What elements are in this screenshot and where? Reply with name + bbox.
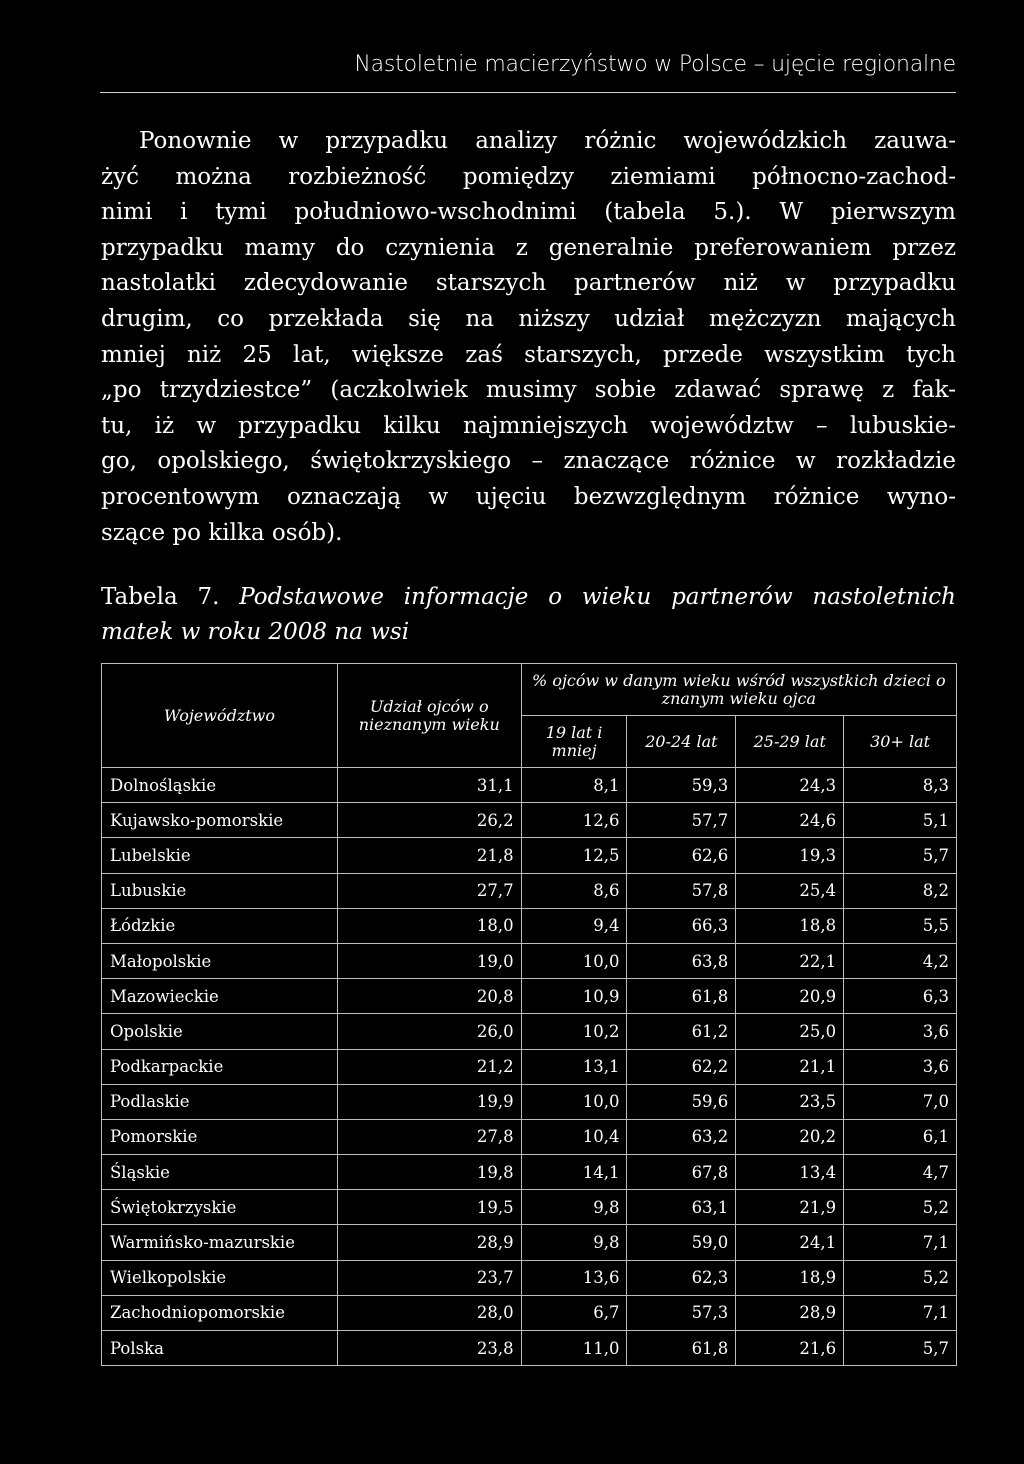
value-cell: 19,5 xyxy=(337,1190,521,1225)
caption-label: Tabela 7. xyxy=(101,584,220,610)
header-age-19: 19 lat i mniej xyxy=(521,716,627,768)
value-cell: 10,9 xyxy=(521,979,627,1014)
caption-line xyxy=(101,580,956,615)
value-cell: 5,7 xyxy=(844,838,957,873)
paragraph-line: nastolatki zdecydowanie starszych partnerów niż w przypadku xyxy=(101,270,956,297)
header-region: Województwo xyxy=(102,664,338,768)
value-cell: 19,9 xyxy=(337,1084,521,1119)
paragraph-line: tu, iż w przypadku kilku najmniejszych województw – lubuskie- xyxy=(101,412,956,439)
value-cell: 27,8 xyxy=(337,1119,521,1154)
table-row xyxy=(102,1084,957,1119)
value-cell: 10,0 xyxy=(521,1084,627,1119)
header-age-20-24: 20-24 lat xyxy=(627,716,736,768)
value-cell: 13,1 xyxy=(521,1049,627,1084)
value-cell: 3,6 xyxy=(844,1049,957,1084)
region-cell: Zachodniopomorskie xyxy=(102,1295,338,1330)
value-cell: 21,6 xyxy=(736,1331,844,1366)
value-cell: 23,8 xyxy=(337,1331,521,1366)
value-cell: 18,0 xyxy=(337,908,521,943)
table-row xyxy=(102,838,957,873)
value-cell: 22,1 xyxy=(736,943,844,978)
value-cell: 5,1 xyxy=(844,803,957,838)
table-row xyxy=(102,1260,957,1295)
value-cell: 61,8 xyxy=(627,979,736,1014)
value-cell: 20,2 xyxy=(736,1119,844,1154)
caption-title: Podstawowe informacje o wieku partnerów nastoletnich xyxy=(239,584,956,610)
value-cell: 13,4 xyxy=(736,1155,844,1190)
region-cell: Warmińsko-mazurskie xyxy=(102,1225,338,1260)
value-cell: 21,8 xyxy=(337,838,521,873)
value-cell: 10,2 xyxy=(521,1014,627,1049)
value-cell: 5,5 xyxy=(844,908,957,943)
value-cell: 20,9 xyxy=(736,979,844,1014)
value-cell: 24,1 xyxy=(736,1225,844,1260)
header-age-30-plus: 30+ lat xyxy=(844,716,957,768)
value-cell: 4,2 xyxy=(844,943,957,978)
data-table xyxy=(101,663,957,1366)
value-cell: 27,7 xyxy=(337,873,521,908)
table-row xyxy=(102,803,957,838)
caption-line xyxy=(101,615,956,650)
table-row xyxy=(102,979,957,1014)
table-row xyxy=(102,1049,957,1084)
region-cell: Małopolskie xyxy=(102,943,338,978)
caption-title: matek w roku 2008 na wsi xyxy=(101,619,410,645)
value-cell: 4,7 xyxy=(844,1155,957,1190)
value-cell: 26,2 xyxy=(337,803,521,838)
value-cell: 66,3 xyxy=(627,908,736,943)
header-unknown-age: Udział ojców o nieznanym wieku xyxy=(337,664,521,768)
region-cell: Dolnośląskie xyxy=(102,768,338,803)
table-caption xyxy=(101,580,956,650)
running-header: Nastoletnie macierzyństwo w Polsce – ujęcie regionalne xyxy=(354,52,956,77)
value-cell: 24,3 xyxy=(736,768,844,803)
value-cell: 6,1 xyxy=(844,1119,957,1154)
value-cell: 57,8 xyxy=(627,873,736,908)
table-row xyxy=(102,873,957,908)
value-cell: 57,3 xyxy=(627,1295,736,1330)
value-cell: 63,8 xyxy=(627,943,736,978)
table-row xyxy=(102,768,957,803)
value-cell: 63,2 xyxy=(627,1119,736,1154)
value-cell: 57,7 xyxy=(627,803,736,838)
value-cell: 10,0 xyxy=(521,943,627,978)
paragraph-line: procentowym oznaczają w ujęciu bezwzględnym różnice wyno- xyxy=(101,483,956,510)
body-paragraph xyxy=(101,124,956,551)
region-cell: Świętokrzyskie xyxy=(102,1190,338,1225)
value-cell: 18,8 xyxy=(736,908,844,943)
region-cell: Opolskie xyxy=(102,1014,338,1049)
value-cell: 59,0 xyxy=(627,1225,736,1260)
value-cell: 8,6 xyxy=(521,873,627,908)
region-cell: Podlaskie xyxy=(102,1084,338,1119)
value-cell: 19,3 xyxy=(736,838,844,873)
value-cell: 8,3 xyxy=(844,768,957,803)
paragraph-line: szące po kilka osób). xyxy=(101,519,343,546)
region-cell: Wielkopolskie xyxy=(102,1260,338,1295)
value-cell: 19,0 xyxy=(337,943,521,978)
paragraph-line: żyć można rozbieżność pomiędzy ziemiami północno-zachod- xyxy=(101,163,956,190)
table-row xyxy=(102,1225,957,1260)
region-cell: Mazowieckie xyxy=(102,979,338,1014)
value-cell: 7,1 xyxy=(844,1225,957,1260)
region-cell: Łódzkie xyxy=(102,908,338,943)
value-cell: 63,1 xyxy=(627,1190,736,1225)
value-cell: 9,4 xyxy=(521,908,627,943)
paragraph-line: drugim, co przekłada się na niższy udział mężczyzn mających xyxy=(101,305,956,332)
value-cell: 10,4 xyxy=(521,1119,627,1154)
paragraph-line: „po trzydziestce” (aczkolwiek musimy sobie zdawać sprawę z fak- xyxy=(101,377,956,404)
value-cell: 7,0 xyxy=(844,1084,957,1119)
value-cell: 31,1 xyxy=(337,768,521,803)
value-cell: 19,8 xyxy=(337,1155,521,1190)
table-row xyxy=(102,1190,957,1225)
paragraph-line: nimi i tymi południowo-wschodnimi (tabela 5.). W pierwszym xyxy=(101,199,956,226)
value-cell: 11,0 xyxy=(521,1331,627,1366)
value-cell: 6,3 xyxy=(844,979,957,1014)
region-cell: Śląskie xyxy=(102,1155,338,1190)
value-cell: 59,6 xyxy=(627,1084,736,1119)
value-cell: 62,2 xyxy=(627,1049,736,1084)
table-row xyxy=(102,943,957,978)
paragraph-line: go, opolskiego, świętokrzyskiego – znaczące różnice w rozkładzie xyxy=(101,448,956,475)
region-cell: Podkarpackie xyxy=(102,1049,338,1084)
value-cell: 18,9 xyxy=(736,1260,844,1295)
value-cell: 62,3 xyxy=(627,1260,736,1295)
value-cell: 24,6 xyxy=(736,803,844,838)
value-cell: 6,7 xyxy=(521,1295,627,1330)
header-divider xyxy=(100,92,956,93)
paragraph-line: przypadku mamy do czynienia z generalnie preferowaniem przez xyxy=(101,234,956,261)
value-cell: 28,9 xyxy=(337,1225,521,1260)
value-cell: 28,0 xyxy=(337,1295,521,1330)
value-cell: 5,2 xyxy=(844,1190,957,1225)
value-cell: 23,7 xyxy=(337,1260,521,1295)
value-cell: 62,6 xyxy=(627,838,736,873)
value-cell: 9,8 xyxy=(521,1190,627,1225)
value-cell: 61,8 xyxy=(627,1331,736,1366)
value-cell: 12,6 xyxy=(521,803,627,838)
value-cell: 28,9 xyxy=(736,1295,844,1330)
region-cell: Lubelskie xyxy=(102,838,338,873)
table-body xyxy=(102,768,957,1366)
header-age-25-29: 25-29 lat xyxy=(736,716,844,768)
region-cell: Pomorskie xyxy=(102,1119,338,1154)
value-cell: 5,2 xyxy=(844,1260,957,1295)
value-cell: 26,0 xyxy=(337,1014,521,1049)
table-row xyxy=(102,908,957,943)
value-cell: 7,1 xyxy=(844,1295,957,1330)
region-cell: Polska xyxy=(102,1331,338,1366)
table-row xyxy=(102,1119,957,1154)
region-cell: Lubuskie xyxy=(102,873,338,908)
value-cell: 13,6 xyxy=(521,1260,627,1295)
value-cell: 12,5 xyxy=(521,838,627,873)
value-cell: 21,1 xyxy=(736,1049,844,1084)
table-row xyxy=(102,1014,957,1049)
value-cell: 21,9 xyxy=(736,1190,844,1225)
value-cell: 5,7 xyxy=(844,1331,957,1366)
value-cell: 25,0 xyxy=(736,1014,844,1049)
table-row xyxy=(102,1295,957,1330)
value-cell: 8,2 xyxy=(844,873,957,908)
value-cell: 8,1 xyxy=(521,768,627,803)
value-cell: 61,2 xyxy=(627,1014,736,1049)
value-cell: 3,6 xyxy=(844,1014,957,1049)
value-cell: 59,3 xyxy=(627,768,736,803)
header-age-group: % ojców w danym wieku wśród wszystkich dzieci o znanym wieku ojca xyxy=(521,664,956,716)
value-cell: 21,2 xyxy=(337,1049,521,1084)
paragraph-line: Ponownie w przypadku analizy różnic wojewódzkich zauwa- xyxy=(139,128,956,154)
value-cell: 14,1 xyxy=(521,1155,627,1190)
value-cell: 9,8 xyxy=(521,1225,627,1260)
value-cell: 23,5 xyxy=(736,1084,844,1119)
value-cell: 25,4 xyxy=(736,873,844,908)
value-cell: 20,8 xyxy=(337,979,521,1014)
table-row xyxy=(102,1155,957,1190)
table-row-total xyxy=(102,1331,957,1366)
paragraph-line: mniej niż 25 lat, większe zaś starszych, przede wszystkim tych xyxy=(101,341,956,368)
value-cell: 67,8 xyxy=(627,1155,736,1190)
region-cell: Kujawsko-pomorskie xyxy=(102,803,338,838)
